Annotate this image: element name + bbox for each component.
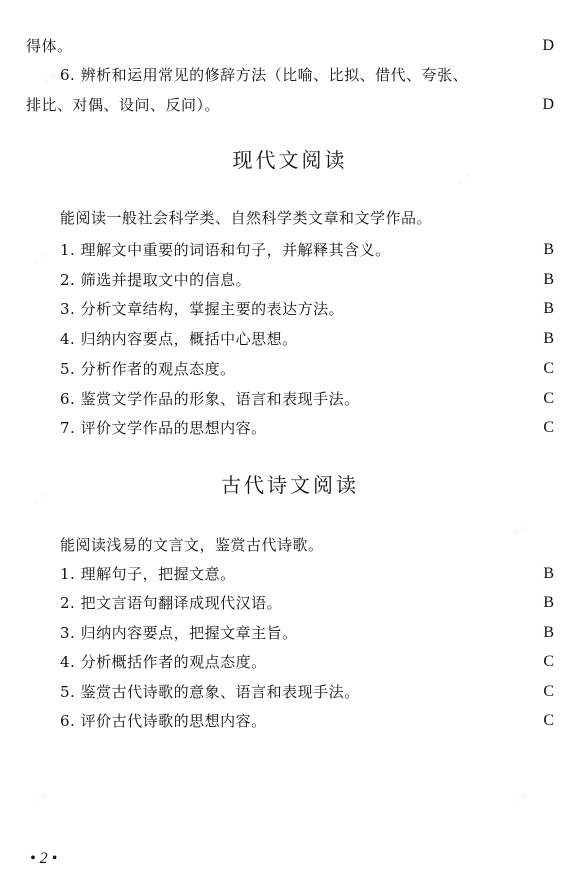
item-text-continuation: 排比、对偶、设问、反问）。	[26, 96, 221, 114]
watermark: ◦◦	[26, 486, 53, 513]
grade-label: B	[543, 565, 554, 582]
item-text: 3. 分析文章结构，掌握主要的表达方法。	[60, 300, 345, 319]
list-item	[0, 590, 580, 616]
item-text: 3. 归纳内容要点，把握文章主旨。	[60, 623, 298, 642]
list-item	[0, 561, 580, 587]
item-text: 6. 鉴赏文学作品的形象、语言和表现手法。	[60, 389, 360, 408]
section-intro	[0, 532, 580, 558]
item-text: 5. 分析作者的观点态度。	[60, 359, 236, 378]
list-item	[0, 237, 580, 263]
page-number: • 2 •	[30, 850, 58, 867]
list-item	[0, 649, 580, 675]
list-item	[0, 62, 580, 88]
item-text: 2. 筛选并提取文中的信息。	[60, 270, 252, 289]
list-item	[0, 296, 580, 322]
item-text: 7. 评价文学作品的思想内容。	[60, 419, 267, 438]
watermark: ◦◦	[506, 516, 533, 543]
grade-label: B	[543, 623, 554, 641]
text-line	[0, 33, 580, 59]
watermark: ◦◦	[26, 786, 53, 813]
section-intro	[0, 205, 580, 231]
grade-label: C	[543, 653, 554, 671]
item-text: 2. 把文言语句翻译成现代汉语。	[60, 594, 283, 613]
list-item	[0, 679, 580, 705]
item-text: 5. 鉴赏古代诗歌的意象、语言和表现手法。	[60, 682, 360, 701]
section-heading-ancient: 古代诗文阅读	[221, 473, 359, 497]
grade-label: B	[543, 300, 554, 318]
list-item	[0, 620, 580, 646]
list-item	[0, 386, 580, 412]
item-text: 4. 归纳内容要点，概括中心思想。	[60, 330, 298, 349]
grade-label: C	[543, 712, 554, 729]
item-text: 1. 理解句子，把握文意。	[60, 565, 236, 583]
section-heading-modern: 现代文阅读	[232, 148, 348, 172]
grade-label: B	[543, 241, 554, 258]
grade-label: C	[543, 359, 554, 377]
grade-label: B	[543, 270, 554, 288]
list-item	[0, 267, 580, 293]
watermark: ◦◦	[506, 786, 533, 813]
grade-label: D	[542, 37, 554, 54]
text-line	[0, 92, 580, 118]
grade-label: D	[542, 96, 554, 113]
item-text: 1. 理解文中重要的词语和句子，并解释其含义。	[60, 241, 391, 259]
grade-label: C	[543, 389, 554, 407]
list-item	[0, 356, 580, 382]
grade-label: B	[543, 594, 554, 612]
grade-label: B	[543, 330, 554, 348]
intro-text: 能阅读一般社会科学类、自然科学类文章和文学作品。	[60, 209, 433, 227]
item-text: 6. 辨析和运用常见的修辞方法（比喻、比拟、借代、夸张、	[60, 66, 469, 84]
list-item	[0, 326, 580, 352]
list-item	[0, 708, 580, 734]
watermark: ◦◦	[451, 166, 478, 193]
watermark: ◦◦	[36, 66, 63, 93]
grade-label: C	[543, 419, 554, 437]
item-text: 4. 分析概括作者的观点态度。	[60, 653, 267, 672]
body-text: 得体。	[26, 37, 73, 55]
item-text: 6. 评价古代诗歌的思想内容。	[60, 712, 267, 730]
grade-label: C	[543, 682, 554, 700]
intro-text: 能阅读浅易的文言文，鉴赏古代诗歌。	[60, 536, 324, 554]
watermark: ◦◦	[26, 246, 53, 273]
list-item	[0, 415, 580, 441]
